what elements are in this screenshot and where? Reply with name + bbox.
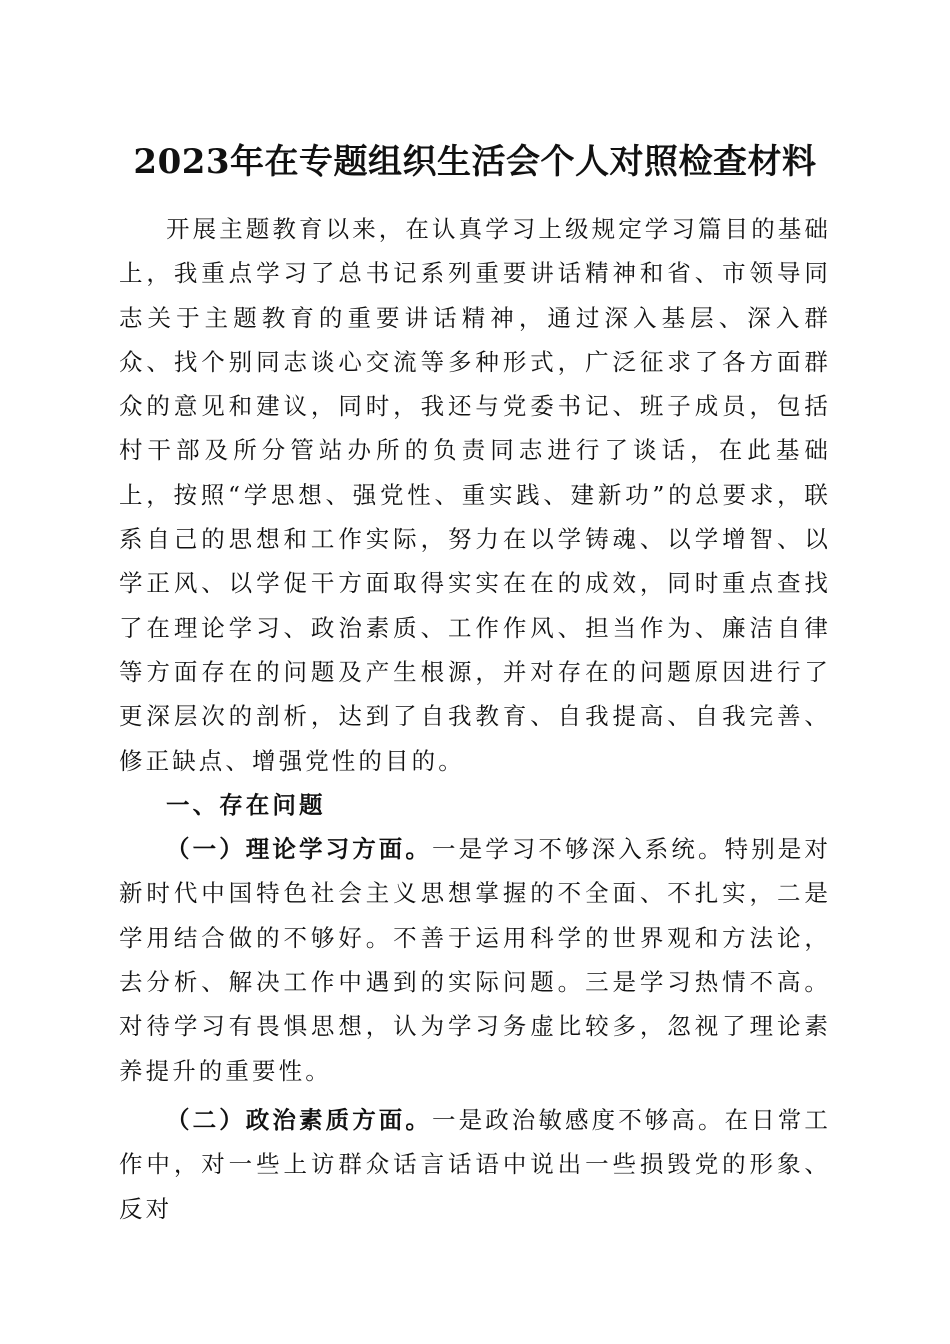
document-body [119,207,831,1231]
section-heading-problems: 一、存在问题 [166,790,326,819]
problem-lead-theory: （一）理论学习方面。 [166,835,432,864]
problem-lead-politics: （二）政治素质方面。 [166,1105,432,1134]
problem-paragraph-politics [119,1098,831,1231]
problem-paragraph-theory [119,827,831,1093]
intro-paragraph: 开展主题教育以来，在认真学习上级规定学习篇目的基础上，我重点学习了总书记系列重要讲话精神和省、市领导同志关于主题教育的重要讲话精神，通过深入基层、深入群众、找个别同志谈心交流等多种形式，广泛征求了各方面群众的意见和建议，同时，我还与党委书记、班子成员，包括村干部及所分管站办所的负责同志进行了谈话，在此基础上，按照“学思想、强党性、重实践、建新功”的总要求，联系自己的思想和工作实际，努力在以学铸魂、以学增智、以学正风、以学促干方面取得实实在在的成效，同时重点查找了在理论学习、政治素质、工作作风、担当作为、廉洁自律等方面存在的问题及产生根源，并对存在的问题原因进行了更深层次的剖析，达到了自我教育、自我提高、自我完善、修正缺点、增强党性的目的。 [119,215,831,775]
document-title: 2023年在专题组织生活会个人对照检查材料 [133,142,817,182]
problem-text-theory: 一是学习不够深入系统。特别是对新时代中国特色社会主义思想掌握的不全面、不扎实，二是学用结合做的不够好。不善于运用科学的世界观和方法论，去分析、解决工作中遇到的实际问题。三是学习热情不高。对待学习有畏惧思想，认为学习务虚比较多，忽视了理论素养提升的重要性。 [119,835,831,1085]
problem-text-politics: 一是政治敏感度不够高。在日常工作中，对一些上访群众话言话语中说出一些损毁党的形象、反对 [119,1105,831,1223]
